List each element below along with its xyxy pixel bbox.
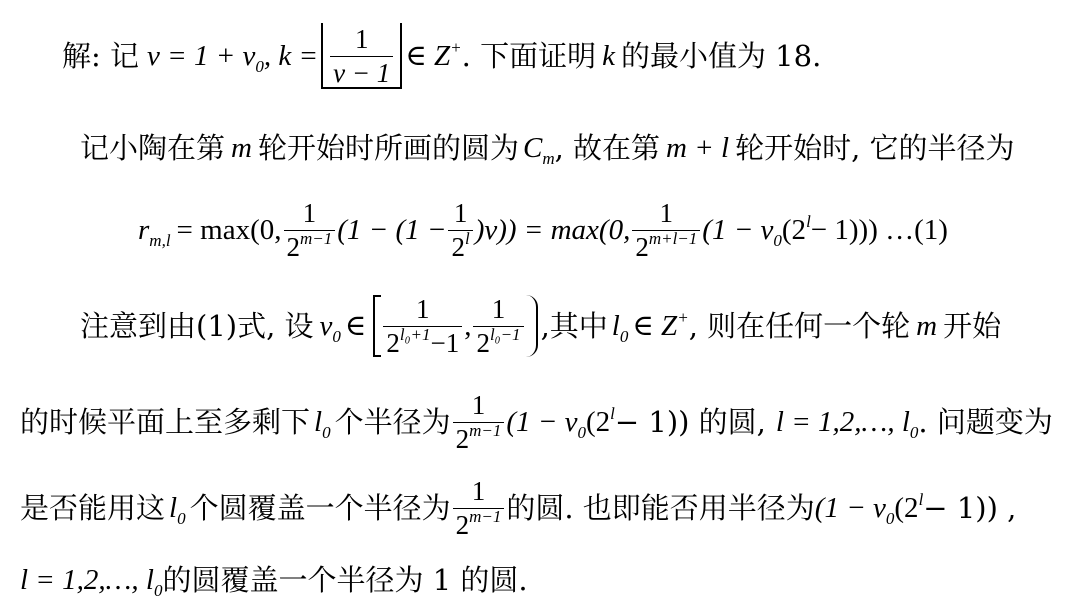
fraction-upper-bound: $\frac{1}{2^{l_0-1}}$: [473, 295, 523, 357]
statement-text: . 下面证明: [461, 38, 597, 73]
text-segment: , 故在第: [554, 130, 661, 165]
in-z-plus: ∈ Z+: [632, 307, 689, 342]
text-segment: − 1)) ,: [923, 490, 1017, 525]
eq-segment: (2$^l$: [781, 211, 811, 246]
text-segment: . 问题变为: [918, 404, 1053, 439]
m-variable: m: [916, 309, 938, 342]
text-segment: 的圆. 也即能否用半径为: [506, 490, 815, 525]
fraction-1-over-2-m-1: $\frac{1}{2^{m-1}}$: [453, 391, 505, 453]
text-segment: 注意到由(1)式, 设: [80, 308, 314, 343]
in-z-plus: ∈ Z+: [405, 37, 462, 72]
line-1: [62, 20, 821, 92]
m-plus-l: m + l: [666, 131, 730, 164]
v-definition: $v = 1 + v_0$: [147, 39, 264, 76]
expr-segment: ($1 - v_0$: [506, 405, 586, 442]
text-segment: , 则在任何一个轮: [688, 308, 911, 343]
fraction-1-over-2-m-1: $\frac{1}{2^{m-1}}$: [284, 199, 336, 261]
l0-variable: $l_0$: [314, 405, 331, 442]
l0-variable: $l_0$: [611, 309, 629, 346]
in-symbol: ∈: [344, 309, 367, 342]
equation-1: [138, 190, 948, 270]
half-open-interval: $\frac{1}{2^{l_0+1}-1}$ , $\frac{1}{2^{l_0-1}}$: [373, 295, 537, 357]
text-segment: 记小陶在第: [80, 130, 226, 165]
fraction-1-over-2-m-1: $\frac{1}{2^{m-1}}$: [453, 477, 505, 539]
line-6: [20, 470, 1016, 546]
text-segment: 是否能用这: [20, 490, 166, 525]
fraction-one-over-v-minus-one: $\frac{1}{v - 1}$: [330, 25, 393, 87]
l0-variable: $l_0$: [169, 491, 186, 528]
k-definition: , k =: [263, 39, 319, 72]
text-segment: 轮开始时, 它的半径为: [735, 130, 1015, 165]
text-segment: 个圆覆盖一个半径为: [189, 490, 451, 525]
l-range: l = 1,2,…, $l_0$: [20, 563, 163, 600]
floor-bracket: [321, 23, 402, 89]
eq-segment: = max(0,: [176, 213, 282, 246]
expr-segment: (2$^l$: [585, 403, 615, 438]
m-variable: m: [231, 131, 252, 164]
fraction-lower-bound: $\frac{1}{2^{l_0+1}-1}$: [383, 295, 462, 357]
k-variable: k: [602, 39, 615, 72]
fraction-1-over-2-m-l-1: $\frac{1}{2^{m+l-1}}$: [632, 199, 700, 261]
line-4: [80, 284, 1001, 368]
solution-label: 解: 记: [62, 38, 139, 73]
text-segment: 轮开始时所画的圆为: [257, 130, 519, 165]
circle-cm: $C_m$: [522, 131, 555, 168]
line-5: [20, 384, 1053, 460]
text-segment: − 1)) 的圆,: [614, 404, 766, 439]
text-segment: 的圆覆盖一个半径为 1 的圆.: [162, 562, 528, 597]
v0-variable: $v_0$: [319, 309, 341, 346]
text-segment: 个半径为: [334, 404, 451, 439]
fraction-1-over-2-l: $\frac{1}{2^l}$: [448, 199, 472, 261]
eq-segment: − 1))) …(1): [810, 213, 948, 246]
text-segment: 的时候平面上至多剩下: [20, 404, 311, 439]
line-7: [20, 560, 528, 600]
r-ml: $r_{m,l}$: [138, 213, 171, 250]
expr-segment: ($1 - v_0$: [814, 491, 895, 528]
text-segment: 开始: [943, 308, 1002, 343]
statement-text-2: 的最小值为 18.: [620, 38, 822, 73]
expr-segment: (2$^l$: [894, 489, 924, 524]
eq-segment: ($1 - v_0$: [702, 213, 782, 250]
l-range: l = 1,2,…, $l_0$: [775, 405, 919, 442]
line-2: [80, 128, 1015, 168]
eq-segment: (1 − (1 −: [337, 213, 447, 246]
text-segment: ,其中: [540, 308, 608, 343]
eq-segment: )v)) = max(0,: [474, 213, 631, 246]
